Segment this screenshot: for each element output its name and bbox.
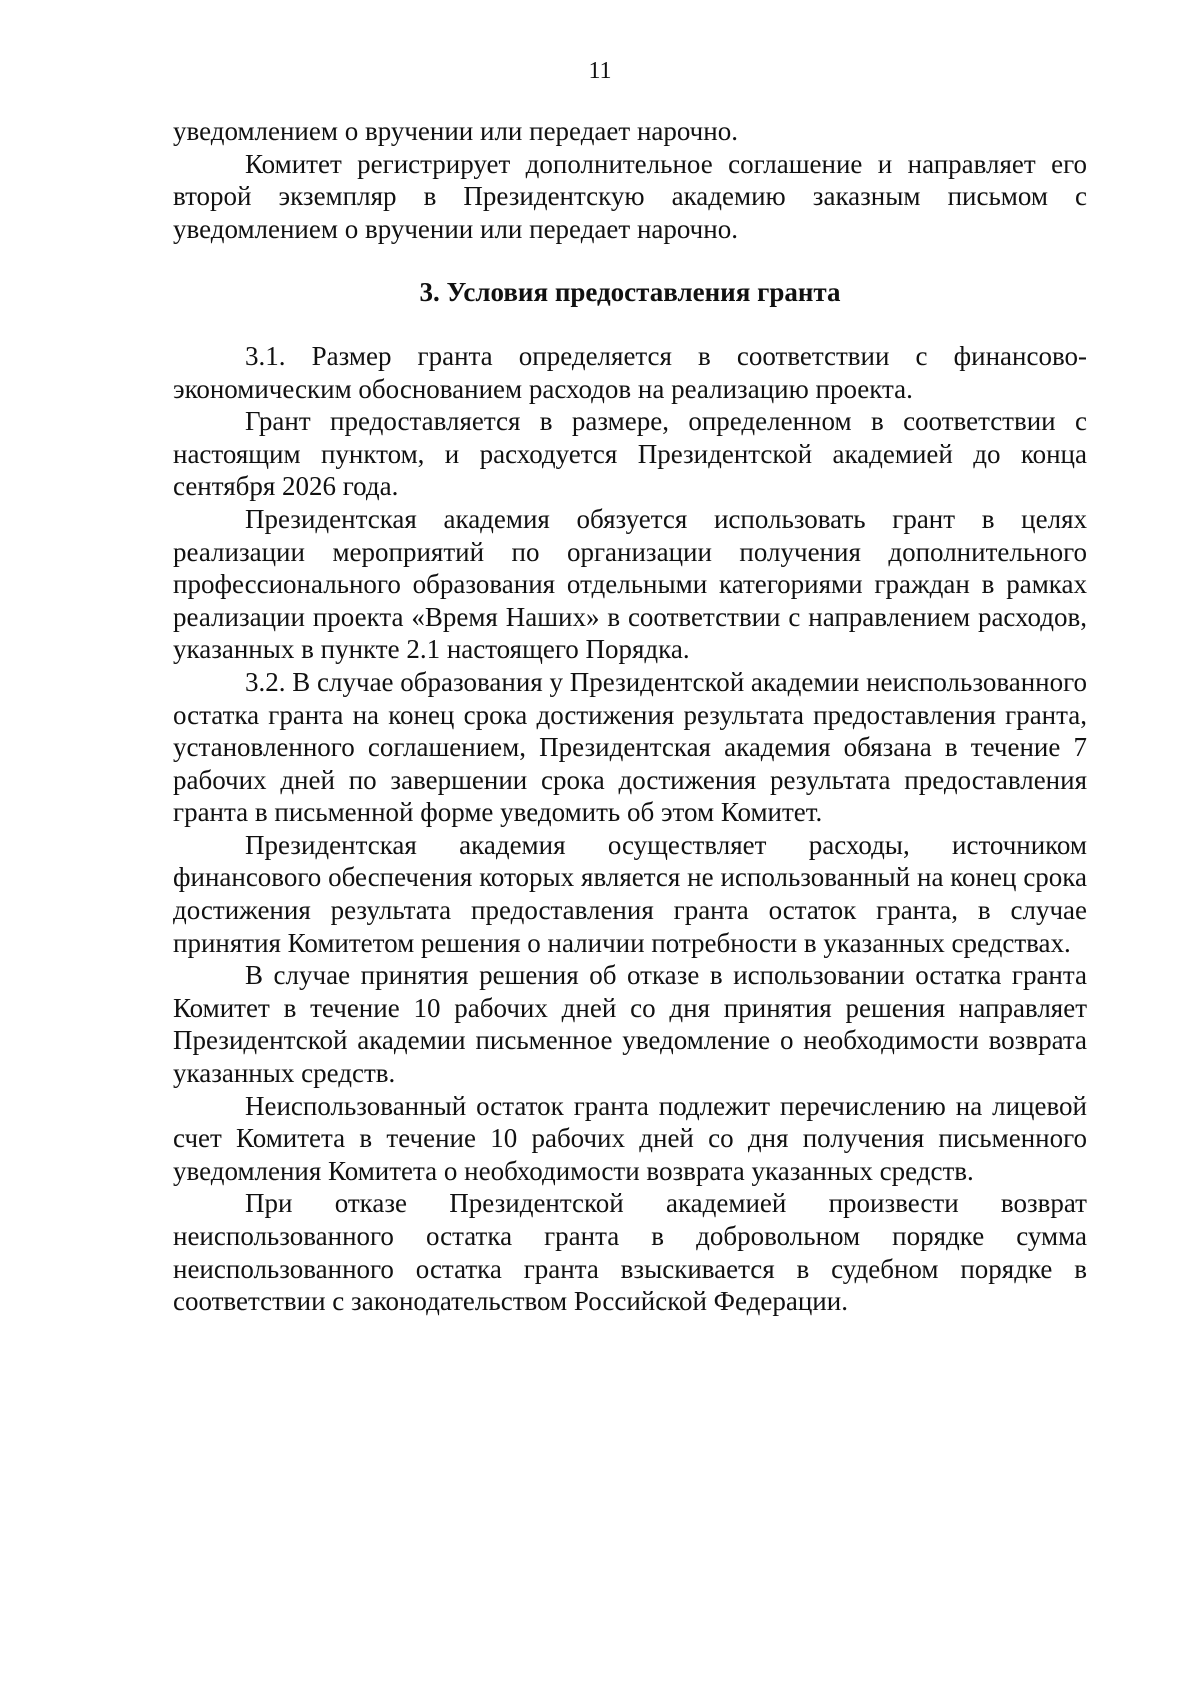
paragraph: 3.1. Размер гранта определяется в соответствии с финансово-экономическим обоснованием расходов на реализацию проекта. — [173, 340, 1087, 404]
paragraph: В случае принятия решения об отказе в использовании остатка гранта Комитет в течение 10 рабочих дней со дня принятия решения направляет Президентской академии письменное уведомление о необходимости возврата указанных средств. — [173, 960, 1087, 1089]
paragraph: Неиспользованный остаток гранта подлежит перечислению на лицевой счет Комитета в течение 10 рабочих дней со дня получения письменного уведомления Комитета о необходимости возврата указанных средств. — [173, 1090, 1087, 1186]
paragraph: 3.2. В случае образования у Президентской академии неиспользованного остатка гранта на конец срока достижения результата предоставления гранта, установленного соглашением, Президентская академия обязана в течение 7 рабочих дней по завершении срока достижения результата предоставления гранта в письменной форме уведомить об этом Комитет. — [173, 666, 1087, 828]
paragraph: Президентская академия обязуется использовать грант в целях реализации мероприятий по организации получения дополнительного профессионального образования отдельными категориями граждан в рамках реализации проекта «Время Наших» в соответствии с направлением расходов, указанных в пункте 2.1 настоящего Порядка. — [173, 503, 1087, 665]
paragraph-continuation: уведомлением о вручении или передает нарочно. — [173, 116, 738, 146]
paragraph: Комитет регистрирует дополнительное соглашение и направляет его второй экземпляр в Президентскую академию заказным письмом с уведомлением о вручении или передает нарочно. — [173, 148, 1087, 244]
paragraph: Грант предоставляется в размере, определенном в соответствии с настоящим пунктом, и расходуется Президентской академией до конца сентября 2026 года. — [173, 406, 1087, 502]
section-heading: 3. Условия предоставления гранта — [419, 277, 841, 308]
document-body — [173, 115, 1087, 1318]
page-number: 11 — [588, 58, 612, 84]
paragraph: При отказе Президентской академией произвести возврат неиспользованного остатка гранта в добровольном порядке сумма неиспользованного остатка гранта взыскивается в судебном порядке в соответствии с законодательством Российской Федерации. — [173, 1188, 1087, 1317]
paragraph: Президентская академия осуществляет расходы, источником финансового обеспечения которых является не использованный на конец срока достижения результата предоставления гранта остаток гранта, в случае принятия Комитетом решения о наличии потребности в указанных средствах. — [173, 829, 1087, 958]
